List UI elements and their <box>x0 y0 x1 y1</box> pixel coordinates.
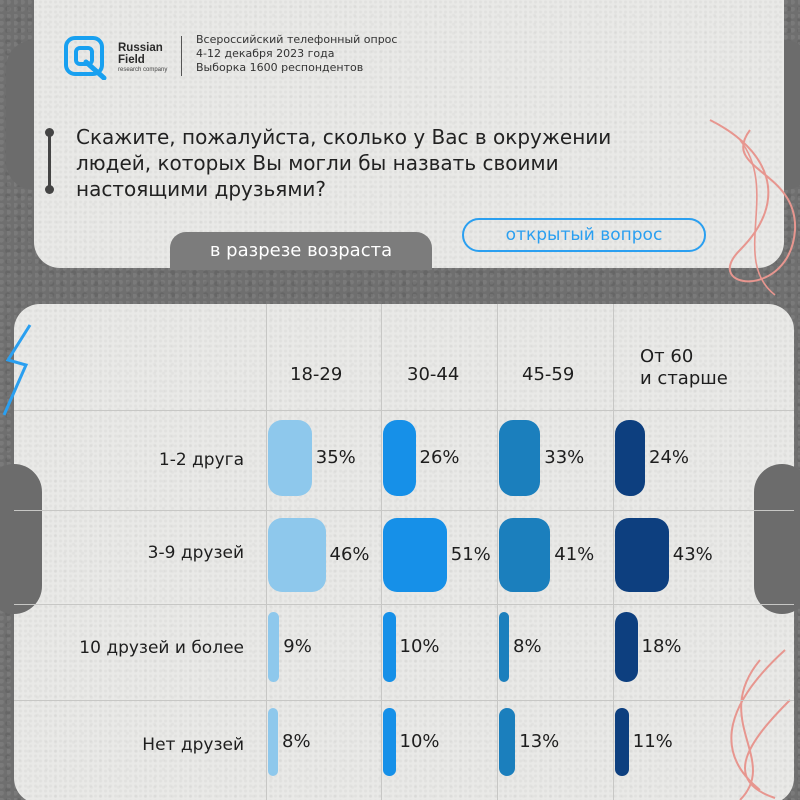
value-label-60+-row2: 43% <box>672 544 713 565</box>
value-label-30-44-row2: 51% <box>450 544 491 565</box>
logo-subtitle: research company <box>118 67 168 73</box>
grid-line <box>14 410 794 411</box>
bar-18-29-row3 <box>268 612 279 682</box>
value-label-45-59-row3: 8% <box>513 636 542 657</box>
column-header-60-plus: От 60 и старше <box>640 346 728 389</box>
bar-18-29-row1 <box>268 420 312 496</box>
grid-line <box>497 304 498 800</box>
value-label-18-29-row3: 9% <box>283 636 312 657</box>
bar-45-59-row1 <box>499 420 540 496</box>
logo-line1: Russian <box>118 42 163 54</box>
value-label-45-59-row1: 33% <box>544 447 585 468</box>
age-breakdown-tab: в разрезе возраста <box>170 232 432 270</box>
value-label-18-29-row4: 8% <box>282 731 311 752</box>
logo-text <box>118 42 167 74</box>
column-header-30-44: 30-44 <box>407 364 460 385</box>
question-text: Скажите, пожалуйста, сколько у Вас в окружении людей, которых Вы могли бы назвать своими настоящими друзьями? <box>76 125 612 201</box>
value-label-45-59-row4: 13% <box>519 731 560 752</box>
value-label-30-44-row3: 10% <box>399 636 440 657</box>
grid-line <box>14 604 794 605</box>
bar-18-29-row4 <box>268 708 278 776</box>
header-divider <box>181 36 182 76</box>
row-label-10-plus: 10 друзей и более <box>79 638 244 658</box>
bar-30-44-row4 <box>383 708 396 776</box>
logo-icon <box>64 36 110 80</box>
grid-line <box>266 304 267 800</box>
column-header-45-59: 45-59 <box>522 364 575 385</box>
value-label-60+-row3: 18% <box>641 636 682 657</box>
bar-30-44-row1 <box>383 420 416 496</box>
bar-30-44-row2 <box>383 518 447 592</box>
value-label-60+-row1: 24% <box>649 447 690 468</box>
card-notch <box>0 464 42 614</box>
value-label-30-44-row4: 10% <box>399 731 440 752</box>
row-label-none: Нет друзей <box>142 735 244 755</box>
grid-line <box>613 304 614 800</box>
survey-type: Всероссийский телефонный опрос <box>196 33 398 46</box>
value-label-45-59-row2: 41% <box>554 544 595 565</box>
bar-60+-row4 <box>615 708 629 776</box>
bar-60+-row1 <box>615 420 645 496</box>
grid-line <box>14 510 794 511</box>
grid-line <box>14 700 794 701</box>
column-header-18-29: 18-29 <box>290 364 343 385</box>
bar-60+-row3 <box>615 612 638 682</box>
value-label-18-29-row1: 35% <box>315 447 356 468</box>
survey-dates: 4-12 декабря 2023 года <box>196 47 335 60</box>
survey-info <box>196 33 397 75</box>
bar-45-59-row3 <box>499 612 509 682</box>
logo-line2: Field <box>118 54 145 66</box>
survey-sample: Выборка 1600 респондентов <box>196 61 364 74</box>
grid-line <box>381 304 382 800</box>
value-label-60+-row4: 11% <box>632 731 673 752</box>
bar-18-29-row2 <box>268 518 326 592</box>
value-label-18-29-row2: 46% <box>329 544 370 565</box>
open-question-badge: открытый вопрос <box>462 218 706 252</box>
russian-field-logo <box>64 36 167 80</box>
value-label-30-44-row1: 26% <box>419 447 460 468</box>
card-notch <box>754 464 800 614</box>
row-label-1-2: 1-2 друга <box>158 450 244 470</box>
bar-45-59-row2 <box>499 518 550 592</box>
bar-30-44-row3 <box>383 612 396 682</box>
question-marker <box>48 132 51 190</box>
row-label-3-9: 3-9 друзей <box>147 543 244 563</box>
bar-60+-row2 <box>615 518 669 592</box>
bar-45-59-row4 <box>499 708 515 776</box>
